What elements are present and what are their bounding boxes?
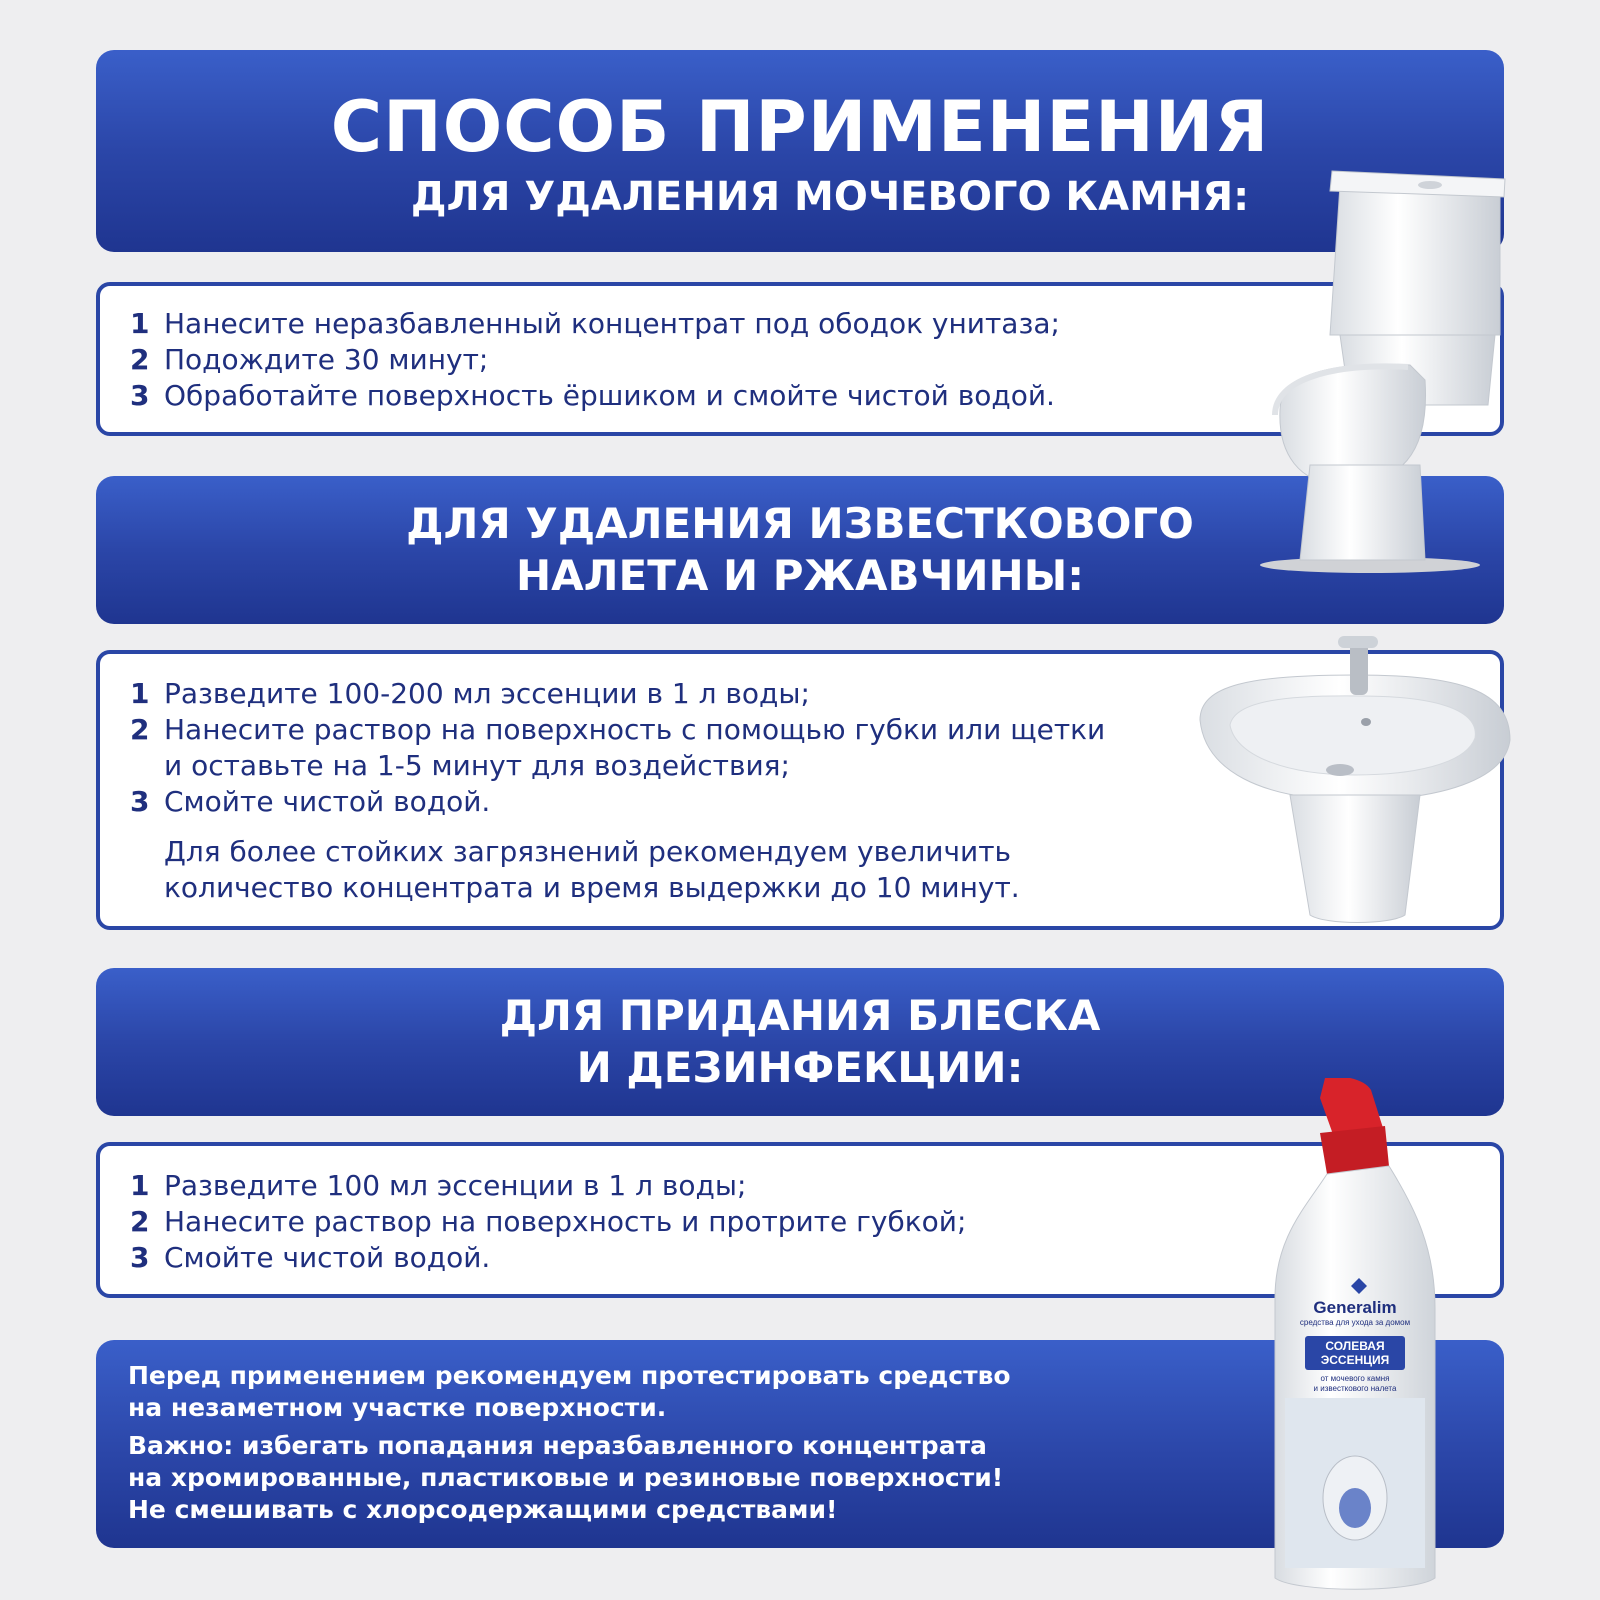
step-item: 3 Смойте чистой водой. [130,1241,491,1274]
sink-image [1190,630,1520,930]
step-item: и оставьте на 1-5 минут для воздействия; [164,749,790,782]
step-item: 2 Подождите 30 минут; [130,343,489,376]
warning-text: Не смешивать с хлорсодержащими средствами! [128,1495,838,1524]
section-heading: НАЛЕТА И РЖАВЧИНЫ: [515,551,1085,600]
warning-text: Перед применением рекомендуем протестировать средство [128,1361,1011,1390]
warning-text: на хромированные, пластиковые и резиновые поверхности! [128,1463,1004,1492]
product-name: СОЛЕВАЯ [1325,1339,1385,1353]
brand-name: Generalim [1313,1298,1397,1317]
warning-text: Важно: избегать попадания неразбавленного концентрата [128,1431,987,1460]
product-description: и известкового налета [1313,1384,1397,1393]
step-item: 2 Нанесите раствор на поверхность и протрите губкой; [130,1205,967,1238]
product-name-badge [1305,1336,1405,1370]
step-item: 1 Разведите 100-200 мл эссенции в 1 л воды; [130,677,810,710]
step-item: 2 Нанесите раствор на поверхность с помощью губки или щетки [130,713,1106,746]
toilet-image [1220,165,1520,575]
product-name: ЭССЕНЦИЯ [1320,1353,1390,1367]
product-description: от мочевого камня [1320,1374,1390,1383]
note-text: Для более стойких загрязнений рекомендуем увеличить количество концентрата и время выдержки до 10 минут. [164,835,1020,904]
step-item: 1 Нанесите неразбавленный концентрат под ободок унитаза; [130,307,1060,340]
section-heading: ДЛЯ УДАЛЕНИЯ ИЗВЕСТКОВОГО [406,499,1194,548]
section-heading: И ДЕЗИНФЕКЦИИ: [576,1043,1024,1092]
brand-tagline: средства для ухода за домом [1299,1318,1411,1327]
step-item: 3 Смойте чистой водой. [130,785,491,818]
page-title: СПОСОБ ПРИМЕНЕНИЯ [330,86,1270,168]
product-label [1280,1298,1430,1394]
section-heading: ДЛЯ ПРИДАНИЯ БЛЕСКА [499,991,1101,1040]
step-item: 3 Обработайте поверхность ёршиком и смойте чистой водой. [130,379,1055,412]
page-subtitle: ДЛЯ УДАЛЕНИЯ МОЧЕВОГО КАМНЯ: [410,174,1250,220]
step-item: 1 Разведите 100 мл эссенции в 1 л воды; [130,1169,747,1202]
warning-text: на незаметном участке поверхности. [128,1393,667,1422]
